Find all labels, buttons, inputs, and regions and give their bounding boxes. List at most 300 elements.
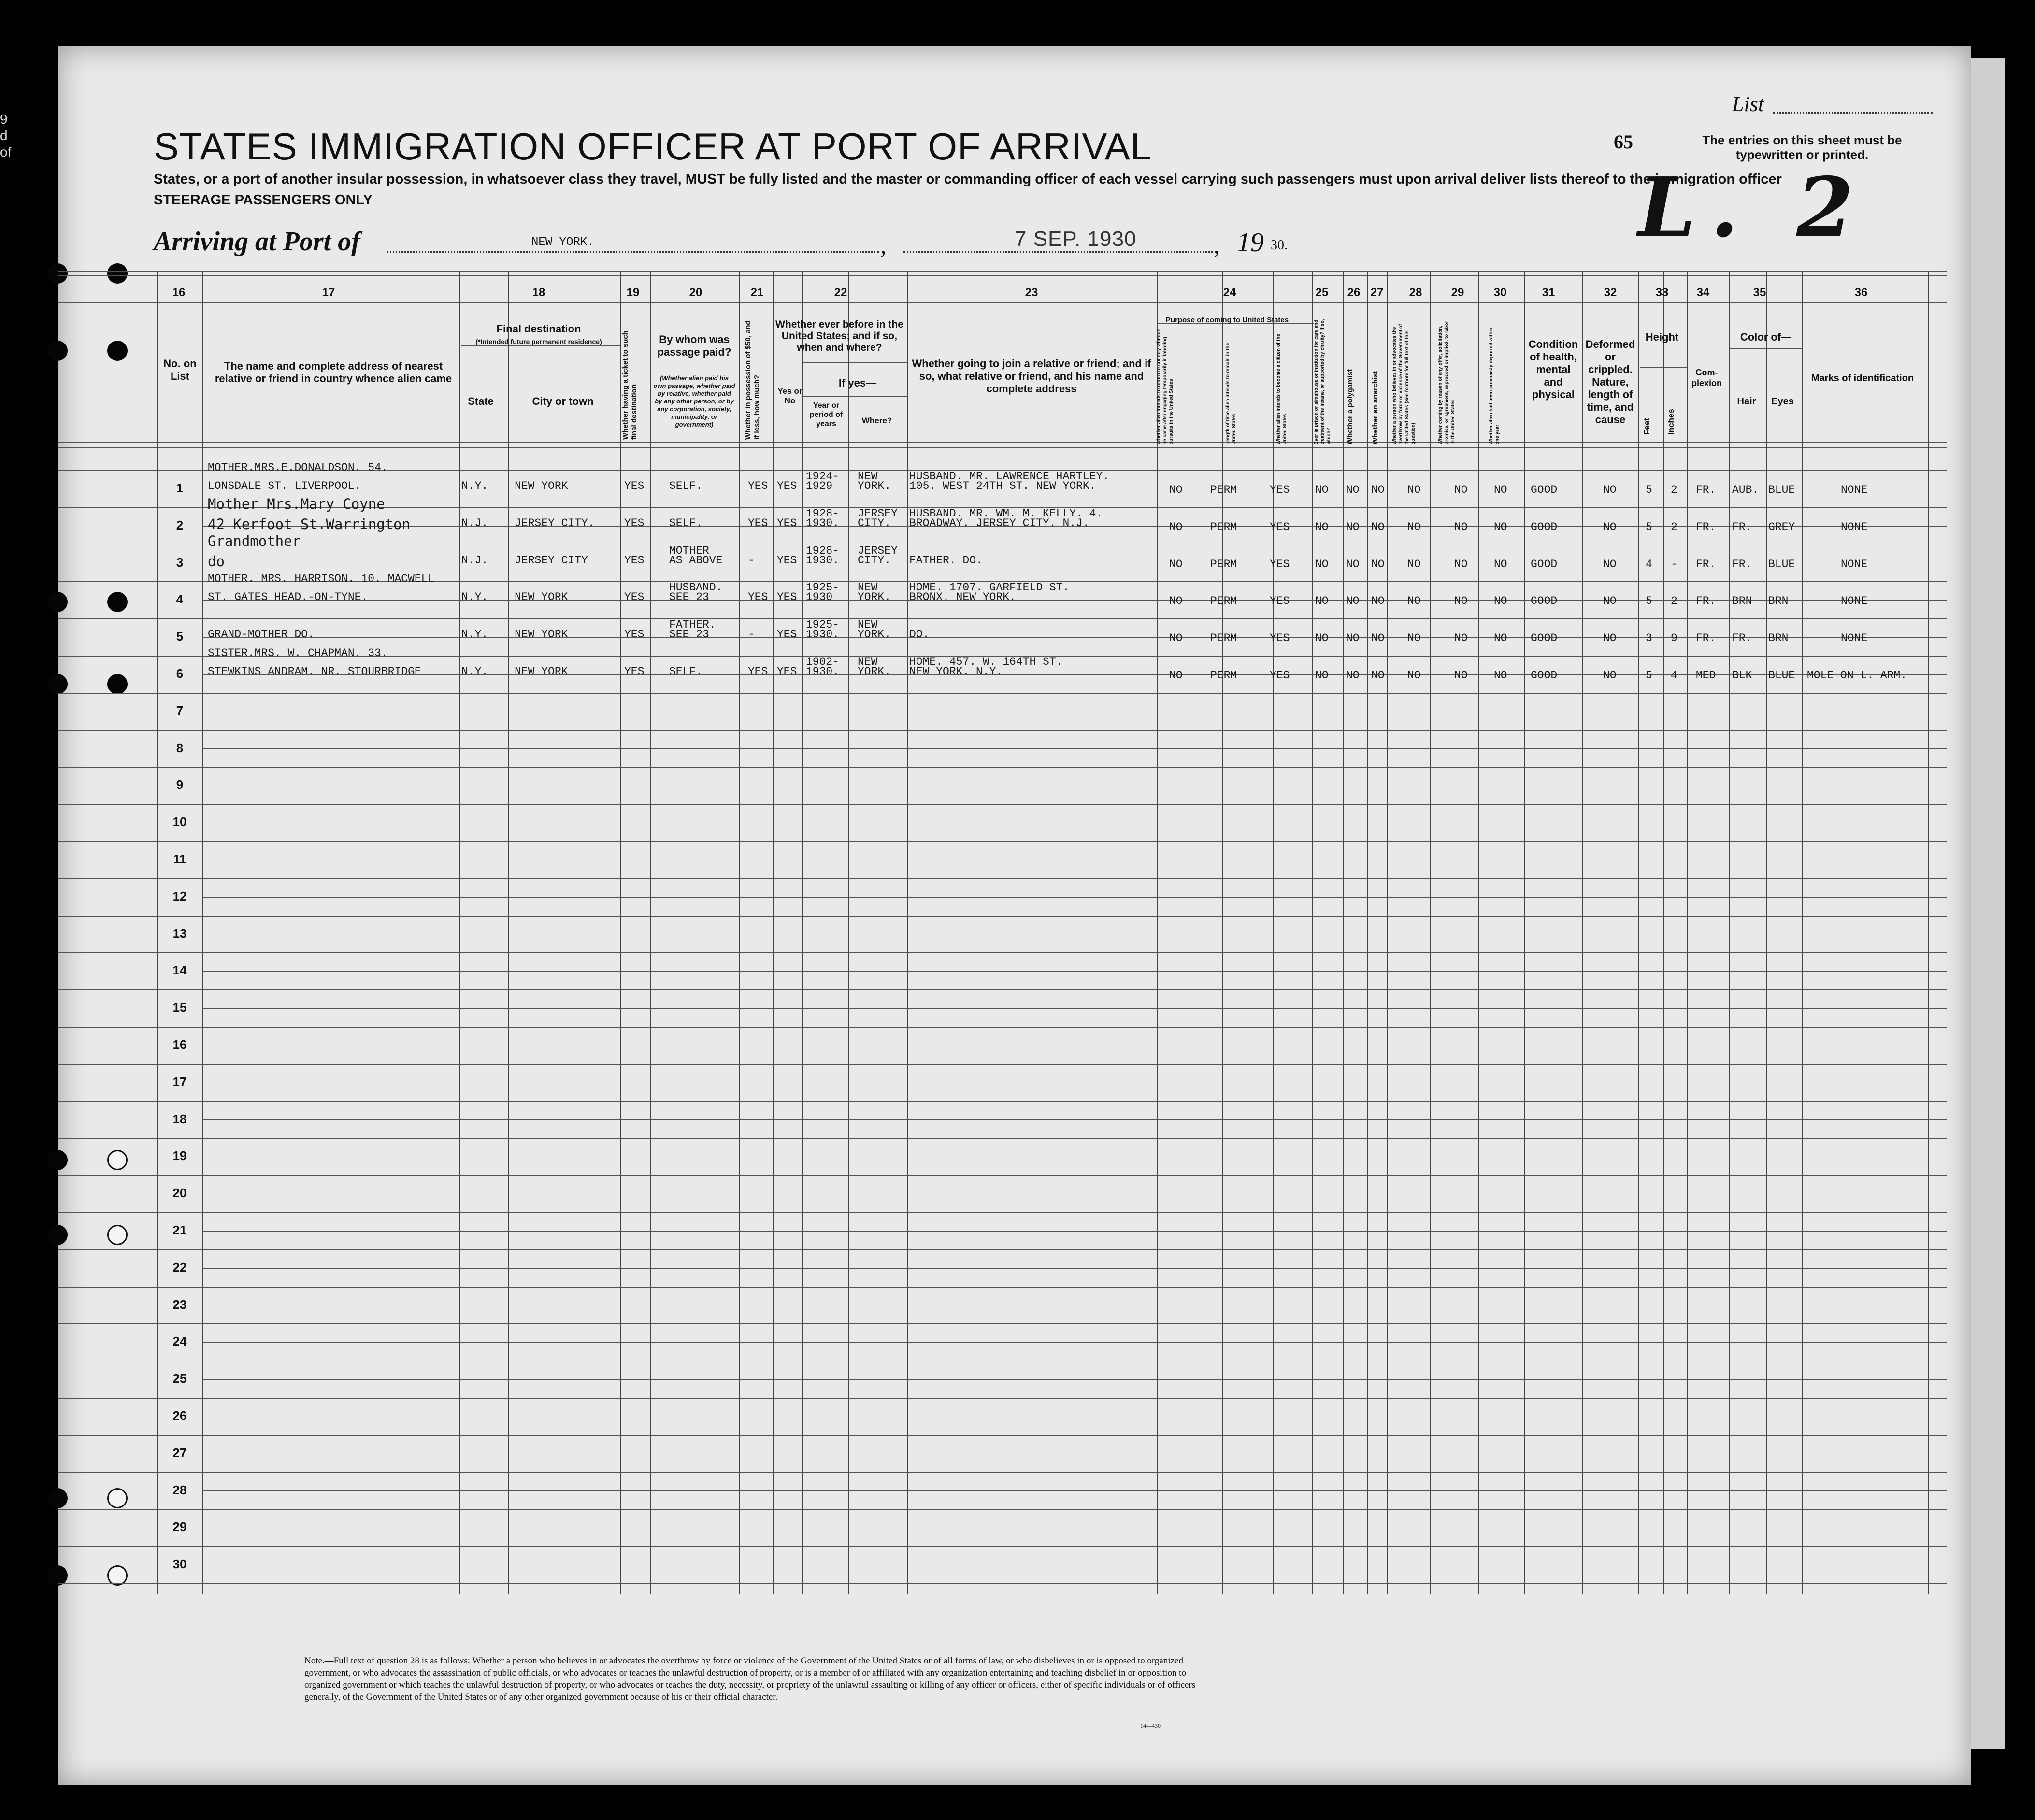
q28-cell: NO [1407,521,1421,533]
grid-line [1157,271,1158,1594]
date-line [903,251,1213,253]
state-cell: N.J. [461,517,488,530]
header-height: Height [1645,331,1679,343]
grid-line [1928,271,1929,1594]
purpose-a-cell: NO [1169,669,1183,682]
q30-cell: NO [1494,521,1507,533]
grid-line [1524,271,1525,1594]
state-cell: N.Y. [461,665,488,678]
year-line-2: 1930. [806,517,840,530]
passage-paid-line-1: MOTHER [669,545,709,557]
prison-cell: NO [1315,669,1329,682]
state-cell: N.Y. [461,480,488,492]
where-line-2: YORK. [858,591,891,603]
year-line-2: 1930 [806,591,833,603]
grid-line [802,396,907,397]
eyes-cell: GREY [1768,521,1795,533]
punch-hole [107,1565,128,1586]
hair-cell: BLK [1732,669,1752,682]
row-number: 7 [176,703,184,718]
q29-cell: NO [1454,669,1468,682]
col-number: 25 [1315,286,1329,299]
city-cell: NEW YORK [515,591,568,603]
col-number: 31 [1542,286,1555,299]
ticket-cell: YES [624,517,645,530]
grid-line [58,618,1947,619]
comma: , [880,231,887,258]
marks-cell: NONE [1841,521,1868,533]
passage-paid-line-2: SELF. [669,665,703,678]
header-q28: Whether a person who believes in or advocates the overthrow by force or violence of the Government of the United States (See footnote for full text of this question) [1392,324,1416,444]
grid-line [202,1379,1947,1380]
typewritten-notice: The entries on this sheet must be typewritten or printed. [1702,133,1902,162]
feet-cell: 5 [1646,669,1652,682]
hair-cell: AUB. [1732,484,1759,496]
q30-cell: NO [1494,595,1507,607]
header-eyes: Eyes [1771,396,1794,407]
header-final-destination-note: (*Intended future permanent residence) [475,338,602,345]
grid-line [1273,271,1274,1594]
possession-cell: YES [748,591,768,603]
header-prison: Ever in prison or almshouse or institution for care and treatment of the insane, or supported by charity? If so, which? [1314,319,1332,444]
q29-cell: NO [1454,484,1468,496]
ever-before-cell: YES [777,554,797,567]
punch-hole [107,263,128,284]
complexion-cell: FR. [1696,632,1716,645]
feet-cell: 4 [1646,558,1652,571]
joining-line-2: NEW YORK. N.Y. [909,665,1003,678]
where-line-1: NEW [858,656,878,668]
grid-line [58,1435,1947,1436]
year-line-2: 1930. [806,665,840,678]
adjacent-page-edge [1971,58,2005,1749]
header-complexion: Com-plexion [1691,368,1722,388]
port-value: NEW YORK. [531,236,594,249]
polygamist-cell: NO [1346,632,1360,645]
row-number: 11 [173,852,186,866]
inches-cell: - [1671,558,1677,571]
row-number: 24 [172,1334,187,1348]
relative-line-2: ST. GATES HEAD.-ON-TYNE. [208,591,368,603]
marks-cell: NONE [1841,558,1868,571]
header-ever-before: Whether ever before in the United States; and if so, when and where? [775,319,903,353]
passage-paid-line-1: HUSBAND. [669,581,723,594]
ticket-cell: YES [624,480,645,492]
ever-before-cell: YES [777,517,797,530]
purpose-a-cell: NO [1169,521,1183,533]
year-line-2: 1930. [806,628,840,641]
grid-line [58,1546,1947,1547]
header-final-destination: Final destination [496,323,581,335]
steerage-line: STEERAGE PASSENGERS ONLY [154,192,373,208]
header-q30: Whether alien had been previously deported within one year [1489,327,1500,444]
grid-line [739,271,740,1594]
where-line-1: JERSEY [858,545,898,557]
header-q29: Whether coming by reason of any offer, solicitation, promise, or agreement, expressed or implied, to labor in the United States [1438,321,1456,444]
passage-paid-line-1: FATHER. [669,618,716,631]
grid-line [1766,271,1767,1594]
joining-line-2: BROADWAY. JERSEY CITY. N.J. [909,517,1089,530]
grid-line [58,1249,1947,1250]
feet-cell: 5 [1646,521,1652,533]
grid-line [459,271,460,1594]
health-cell: GOOD [1531,669,1558,682]
instruction-line: States, or a port of another insular possession, in whatsoever class they travel, MUST be fully listed and the master or commanding officer of each vessel carrying such passengers must upon arrival deliver lists thereof to the immigration officer [154,172,1782,187]
ticket-cell: YES [624,665,645,678]
inches-cell: 2 [1671,484,1677,496]
grid-line [58,1583,1947,1584]
grid-line [202,1008,1947,1009]
deformed-cell: NO [1603,669,1617,682]
anarchist-cell: NO [1371,632,1385,645]
passage-paid-line-2: SEE 23 [669,628,709,641]
q29-cell: NO [1454,632,1468,645]
punch-hole [107,592,128,612]
col-number: 36 [1854,286,1868,299]
polygamist-cell: NO [1346,669,1360,682]
where-line-1: NEW [858,581,878,594]
anarchist-cell: NO [1371,558,1385,571]
grid-line [650,271,651,1594]
year-prefix: 19 [1237,228,1264,258]
col-number: 17 [322,286,335,299]
deformed-cell: NO [1603,595,1617,607]
header-city: City or town [532,395,594,407]
grid-line [58,1101,1947,1102]
passage-paid-line-2: SELF. [669,480,703,492]
joining-line-1: HUSBAND. MR. LAWRENCE HARTLEY. [909,470,1110,483]
hair-cell: BRN [1732,595,1752,607]
ever-before-cell: YES [777,628,797,641]
row-number: 1 [176,481,184,495]
relative-line-1: Grandmother [208,533,301,549]
comma: , [1214,231,1220,258]
header-purpose-b: Length of time alien intends to remain in the United States [1225,343,1237,444]
deformed-cell: NO [1603,632,1617,645]
header-passage-paid-note: (Whether alien paid his own passage, whether paid by relative, whether paid by any other person, or by any corporation, society, municipality, or government) [653,374,735,428]
ticket-cell: YES [624,554,645,567]
polygamist-cell: NO [1346,521,1360,533]
passage-paid-line-2: SEE 23 [669,591,709,603]
state-cell: N.J. [461,554,488,567]
row-number: 8 [176,741,184,755]
where-line-2: YORK. [858,480,891,492]
row-number: 19 [172,1148,187,1163]
row-number: 27 [172,1446,187,1460]
ever-before-cell: YES [777,665,797,678]
grid-line [802,271,803,1594]
header-nearest-relative: The name and complete address of nearest relative or friend in country whence alien came [215,360,452,385]
relative-line-2: 42 Kerfoot St.Warrington [208,516,411,532]
joining-line-2: BRONX. NEW YORK. [909,591,1016,603]
grid-line [58,767,1947,768]
joining-line-1: HOME. 457. W. 164TH ST. [909,656,1063,668]
health-cell: GOOD [1531,558,1558,571]
marks-cell: NONE [1841,484,1868,496]
purpose-c-cell: YES [1270,484,1290,496]
grid-line [1343,271,1344,1594]
possession-cell: YES [748,480,768,492]
punch-hole [47,341,68,361]
relative-line-1: Mother Mrs.Mary Coyne [208,496,385,512]
grid-line [58,804,1947,805]
punch-hole [47,1225,68,1245]
possession-cell: YES [748,517,768,530]
grid-line [1663,271,1664,1594]
col-number: 30 [1493,286,1507,299]
city-cell: JERSEY CITY [515,554,588,567]
hair-cell: FR. [1732,632,1752,645]
feet-cell: 3 [1646,632,1652,645]
punch-hole [107,341,128,361]
grid-line [202,971,1947,972]
header-hair: Hair [1737,396,1756,407]
purpose-c-cell: YES [1270,558,1290,571]
polygamist-cell: NO [1346,595,1360,607]
q28-cell: NO [1407,669,1421,682]
deformed-cell: NO [1603,484,1617,496]
grid-line [58,841,1947,842]
purpose-b-cell: PERM [1210,484,1237,496]
col-number: 29 [1451,286,1464,299]
purpose-b-cell: PERM [1210,595,1237,607]
relative-line-2: LONSDALE ST. LIVERPOOL. [208,480,361,492]
header-no-on-list: No. on List [163,358,197,382]
prison-cell: NO [1315,632,1329,645]
punch-hole [47,1150,68,1170]
grid-line [508,271,509,1594]
ticket-cell: YES [624,628,645,641]
hair-cell: FR. [1732,558,1752,571]
marks-cell: MOLE ON L. ARM. [1807,669,1907,682]
header-purpose-c: Whether alien intends to become a citizen of the United States [1276,334,1288,444]
header-if-yes: If yes— [838,377,877,389]
punch-hole [47,1565,68,1586]
footnote: Note.—Full text of question 28 is as follows: Whether a person who believes in or advocates the overthrow by force or violence of the Government of the United States or of all forms of law, or who disbelieves in or is opposed to organized government, or who advocates the assassination of public officials, or who advocates or teaches the unlawful destruction of property, or is a member of or affiliated with any organization entertaining and teaching disbelief in or opposition to organized government or which teaches the unlawful destruction of property, or who advocates or teaches the duty, necessity, or propriety of the unlawful assaulting or killing of any officer or officers, either of specific individuals or of officers generally, of the Government of the United States or of any other organized government because of his or their official character. [304,1656,1196,1702]
possession-cell: YES [748,665,768,678]
marks-cell: NONE [1841,632,1868,645]
eyes-cell: BRN [1768,595,1789,607]
grid-line [58,1398,1947,1399]
purpose-c-cell: YES [1270,669,1290,682]
row-number: 21 [172,1223,187,1237]
grid-line [58,1212,1947,1213]
col-number: 34 [1696,286,1710,299]
arriving-label: Arriving at Port of [154,227,360,257]
year-line-2: 1930. [806,554,840,567]
prison-cell: NO [1315,521,1329,533]
purpose-b-cell: PERM [1210,558,1237,571]
eyes-cell: BLUE [1768,484,1795,496]
grid-line [620,271,621,1594]
eyes-cell: BRN [1768,632,1789,645]
joining-line-1: HOME. 1707. GARFIELD ST. [909,581,1070,594]
city-cell: JERSEY CITY. [515,517,595,530]
purpose-a-cell: NO [1169,632,1183,645]
list-number-line [1773,112,1933,114]
row-number: 14 [172,963,187,977]
where-line-2: CITY. [858,517,891,530]
grid-line [58,916,1947,917]
header-marks: Marks of identification [1811,373,1914,384]
row-number: 26 [172,1408,187,1423]
state-cell: N.Y. [461,628,488,641]
passage-paid-line-2: AS ABOVE [669,554,723,567]
row-number: 10 [172,815,187,829]
punch-hole [107,1150,128,1170]
q30-cell: NO [1494,632,1507,645]
joining-line-1: HUSBAND. MR. WM. M. KELLY. 4. [909,507,1103,520]
purpose-b-cell: PERM [1210,521,1237,533]
punch-hole [107,1488,128,1508]
inches-cell: 4 [1671,669,1677,682]
col-number: 24 [1223,286,1236,299]
row-number: 20 [172,1186,187,1200]
grid-line [1478,271,1479,1594]
row-number: 28 [172,1483,187,1497]
header-anarchist: Whether an anarchist [1371,371,1379,444]
relative-line-2: do [208,553,225,570]
row-number: 3 [176,555,184,570]
grid-line [58,693,1947,694]
q30-cell: NO [1494,669,1507,682]
ever-before-cell: YES [777,591,797,603]
header-where: Where? [861,416,892,425]
header-deformed: Deformed or crippled. Nature, length of time, and cause [1585,338,1635,426]
row-number: 25 [172,1371,187,1386]
grid-line [58,1027,1947,1028]
row-number: 18 [172,1112,187,1126]
purpose-a-cell: NO [1169,558,1183,571]
col-number: 32 [1604,286,1617,299]
grid-line [58,989,1947,990]
year-suffix: 30. [1271,238,1288,253]
header-ticket: Whether having a ticket to such final destination [621,330,638,440]
q29-cell: NO [1454,595,1468,607]
hair-cell: FR. [1732,521,1752,533]
grid-line [202,1490,1947,1491]
q28-cell: NO [1407,632,1421,645]
grid-line [58,1175,1947,1176]
col-number: 23 [1025,286,1038,299]
punch-hole [107,674,128,694]
year-line-2: 1929 [806,480,833,492]
punch-hole [47,1488,68,1508]
grid-line [58,1509,1947,1510]
header-passage-paid: By whom was passage paid? [657,333,731,358]
row-number: 22 [172,1260,187,1275]
complexion-cell: FR. [1696,521,1716,533]
header-state: State [468,395,494,407]
anarchist-cell: NO [1371,669,1385,682]
grid-line [202,271,203,1594]
grid-line [58,1287,1947,1288]
col-number: 18 [532,286,545,299]
marks-cell: NONE [1841,595,1868,607]
grid-line [202,1342,1947,1343]
row-number: 15 [172,1000,187,1015]
year-line-1: 1924- [806,470,840,483]
where-line-1: NEW [858,618,878,631]
anarchist-cell: NO [1371,595,1385,607]
punch-hole [47,263,68,284]
purpose-b-cell: PERM [1210,632,1237,645]
relative-line-1: MOTHER.MRS.E.DONALDSON. 54. [208,461,388,474]
row-number: 30 [172,1557,187,1571]
year-line-1: 1928- [806,545,840,557]
date-stamp: 7 SEP. 1930 [1015,227,1137,251]
row-number: 23 [172,1297,187,1312]
grid-line [202,1231,1947,1232]
deformed-cell: NO [1603,558,1617,571]
col-number: 28 [1409,286,1422,299]
year-line-1: 1902- [806,656,840,668]
row-number: 6 [176,666,184,681]
row-number: 4 [176,592,184,606]
row-number: 16 [172,1037,187,1052]
col-number: 20 [689,286,702,299]
health-cell: GOOD [1531,484,1558,496]
feet-cell: 5 [1646,595,1652,607]
complexion-cell: FR. [1696,484,1716,496]
grid-line [1729,348,1802,349]
row-number: 5 [176,629,184,644]
grid-line [1582,271,1583,1594]
city-cell: NEW YORK [515,628,568,641]
q29-cell: NO [1454,558,1468,571]
complexion-cell: FR. [1696,595,1716,607]
grid-line [1430,271,1431,1594]
prison-cell: NO [1315,558,1329,571]
grid-line [202,748,1947,749]
row-number: 29 [172,1519,187,1534]
anarchist-cell: NO [1371,521,1385,533]
header-inches: Inches [1666,409,1676,435]
grid-line [58,1064,1947,1065]
header-possession-50: Whether in possession of $50, and if less, how much? [744,320,761,440]
where-line-2: YORK. [858,628,891,641]
grid-line [1387,271,1388,1594]
polygamist-cell: NO [1346,558,1360,571]
row-number: 12 [172,889,187,903]
col-number: 16 [172,286,186,299]
where-line-2: YORK. [858,665,891,678]
complexion-cell: FR. [1696,558,1716,571]
year-line-1: 1925- [806,618,840,631]
year-line-1: 1925- [806,581,840,594]
q28-cell: NO [1407,558,1421,571]
ever-before-cell: YES [777,480,797,492]
grid-line [58,1138,1947,1139]
purpose-c-cell: YES [1270,632,1290,645]
header-purpose-a: Whether alien intends to return to country whence he came after engaging temporarily in laboring pursuits in the United States [1156,329,1174,444]
anarchist-cell: NO [1371,484,1385,496]
header-purpose: Purpose of coming to United States [1165,316,1289,324]
col-number: 19 [626,286,640,299]
grid-line [202,1119,1947,1120]
eyes-cell: BLUE [1768,669,1795,682]
q30-cell: NO [1494,558,1507,571]
purpose-b-cell: PERM [1210,669,1237,682]
purpose-c-cell: YES [1270,595,1290,607]
col-number: 26 [1347,286,1361,299]
where-line-1: JERSEY [858,507,898,520]
where-line-2: CITY. [858,554,891,567]
city-cell: NEW YORK [515,665,568,678]
grid-line [58,1472,1947,1473]
feet-cell: 5 [1646,484,1652,496]
inches-cell: 2 [1671,521,1677,533]
